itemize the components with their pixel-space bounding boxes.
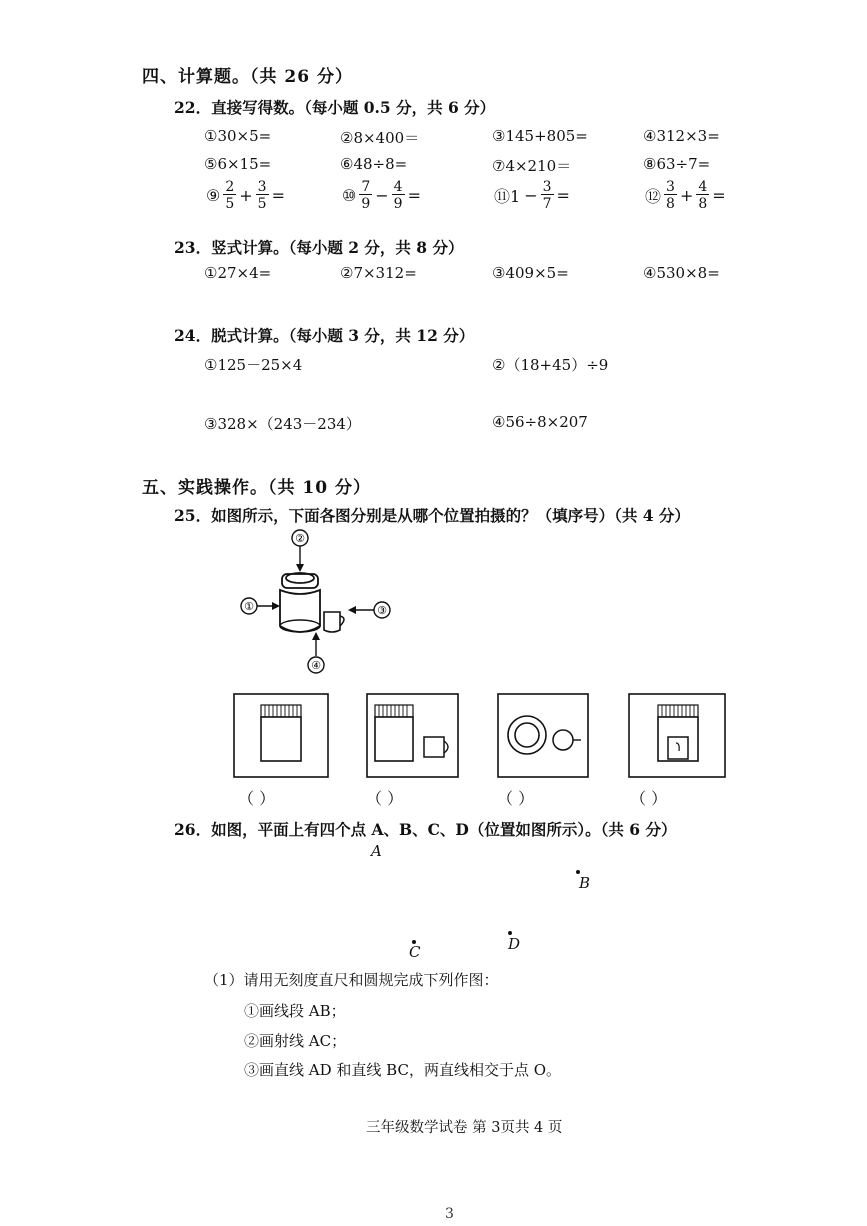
q22-item-10 — [340, 180, 423, 211]
q24-item-1: ①125－25×4 — [204, 356, 303, 374]
q23-item-3: ③409×5= — [492, 264, 569, 282]
equals: = — [556, 186, 570, 205]
fraction: $\frac{7}{9}$ — [361, 179, 371, 212]
equals: = — [407, 186, 421, 205]
q23-item-2: ②7×312= — [340, 264, 417, 282]
scene-diagram — [236, 526, 396, 676]
marker-2: ② — [295, 532, 305, 545]
q22-item-9 — [204, 180, 287, 211]
q22-item-11 — [492, 180, 572, 211]
q22-title: 22．直接写得数。（每小题 0.5 分，共 6 分） — [174, 98, 496, 117]
q22-item-12-prefix: ⑫ — [645, 187, 662, 206]
q22-item-7: ⑦4×210＝ — [492, 157, 572, 175]
operator: + — [679, 186, 694, 205]
q23-item-1: ①27×4= — [204, 264, 272, 282]
q22-item-8: ⑧63÷7= — [643, 155, 711, 173]
point-b-label: B — [579, 874, 591, 892]
answer-blank-2[interactable]: （ ） — [366, 789, 404, 808]
point-d-label: D — [508, 935, 521, 953]
q26-task-1: ①画线段 AB； — [244, 1002, 346, 1020]
fraction: $\frac{3}{8}$ — [666, 179, 675, 212]
q22-item-11-prefix: ⑪1 — [494, 187, 521, 206]
q24-title: 24．脱式计算。（每小题 3 分，共 12 分） — [174, 326, 475, 345]
operator: − — [524, 186, 538, 205]
q24-item-4: ④56÷8×207 — [492, 413, 588, 431]
q23-item-4: ④530×8= — [643, 264, 720, 282]
q22-item-4: ④312×3= — [643, 127, 720, 145]
marker-1: ① — [244, 600, 254, 613]
answer-blank-3[interactable]: （ ） — [497, 789, 535, 808]
q23-title: 23．竖式计算。（每小题 2 分，共 8 分） — [174, 238, 464, 257]
q22-item-9-prefix: ⑨ — [206, 186, 221, 205]
q22-item-12 — [643, 180, 728, 211]
fraction: $\frac{3}{5}$ — [257, 179, 267, 212]
q22-item-1: ①30×5= — [204, 127, 272, 145]
q22-item-6: ⑥48÷8= — [340, 155, 408, 173]
q26-title: 26．如图，平面上有四个点 A、B、C、D（位置如图所示）。（共 6 分） — [174, 820, 677, 839]
point-c-label: C — [409, 943, 421, 961]
q24-item-2: ②（18+45）÷9 — [492, 356, 609, 374]
answer-blank-1[interactable]: （ ） — [238, 789, 276, 808]
q26-task-3: ③画直线 AD 和直线 BC，两直线相交于点 O。 — [244, 1061, 562, 1079]
marker-4: ④ — [311, 659, 321, 672]
fraction: $\frac{4}{8}$ — [698, 179, 708, 212]
point-a-label: A — [371, 842, 382, 860]
fraction: $\frac{4}{9}$ — [393, 179, 403, 212]
page-footer: 三年级数学试卷 第 3页共 4 页 — [366, 1120, 563, 1136]
operator: + — [239, 186, 253, 205]
page-number-mark: 3 — [445, 1206, 454, 1222]
operator: − — [375, 186, 389, 205]
q22-item-10-prefix: ⑩ — [342, 186, 357, 205]
view-box-1 — [233, 693, 329, 778]
equals: = — [271, 186, 285, 205]
section-4-title: 四、计算题。（共 26 分） — [142, 67, 353, 87]
q24-item-3: ③328×（243－234） — [204, 415, 361, 433]
fraction: $\frac{3}{7}$ — [542, 179, 552, 212]
q25-title: 25．如图所示，下面各图分别是从哪个位置拍摄的？（填序号）（共 4 分） — [174, 506, 690, 525]
q26-task-2: ②画射线 AC； — [244, 1032, 347, 1050]
section-5-title: 五、实践操作。（共 10 分） — [142, 478, 371, 498]
q22-item-3: ③145+805= — [492, 127, 588, 145]
view-box-2 — [366, 693, 459, 778]
q22-item-5: ⑤6×15= — [204, 155, 272, 173]
view-box-4 — [628, 693, 726, 778]
view-box-3 — [497, 693, 589, 778]
q26-subtitle: （1）请用无刻度直尺和圆规完成下列作图： — [204, 971, 499, 989]
answer-blank-4[interactable]: （ ） — [630, 789, 668, 808]
q22-item-2: ②8×400＝ — [340, 129, 420, 147]
equals: = — [712, 186, 726, 205]
marker-3: ③ — [377, 604, 387, 617]
fraction: $\frac{2}{5}$ — [225, 179, 235, 212]
